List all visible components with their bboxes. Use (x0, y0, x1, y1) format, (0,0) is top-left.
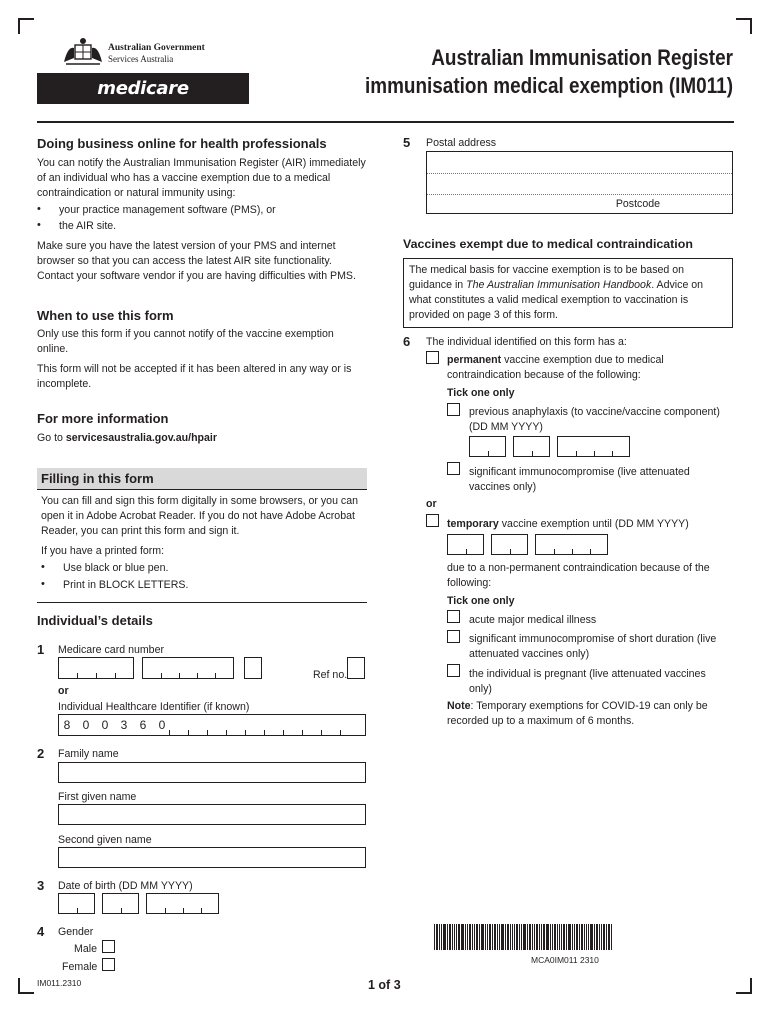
postcode-label: Postcode (615, 198, 660, 210)
barcode-bar (534, 924, 535, 950)
dob-label: Date of birth (DD MM YYYY) (58, 880, 193, 892)
exempt-heading: Vaccines exempt due to medical contraindication (403, 237, 693, 251)
barcode-bar (485, 924, 486, 950)
online-section (37, 136, 367, 284)
crop-mark-bottom-right (736, 978, 752, 994)
barcode-bar (436, 924, 438, 950)
barcode-bar (590, 924, 593, 950)
second-name-input[interactable] (58, 847, 366, 868)
pregnant-label: the individual is pregnant (live attenuated vaccines only) (469, 668, 706, 695)
temporary-year-input[interactable] (535, 534, 608, 555)
barcode-bar (568, 924, 571, 950)
barcode-bar (474, 924, 475, 950)
barcode-bar (443, 924, 446, 950)
online-bullet-2: • the AIR site. (37, 219, 117, 232)
postal-address-input[interactable] (426, 151, 733, 214)
barcode-bar (586, 924, 587, 950)
page-title (251, 44, 733, 100)
barcode-bar (608, 924, 610, 950)
title-line2: immunisation medical exemption (IM011) (365, 73, 733, 98)
ref-no-label: Ref no. (313, 669, 348, 681)
or-label-1: or (58, 685, 69, 697)
barcode-bar (594, 924, 595, 950)
crop-mark-top-right (736, 18, 752, 34)
barcode-bar (532, 924, 533, 950)
pregnant-checkbox[interactable] (447, 664, 460, 677)
page-number: 1 of 3 (368, 978, 401, 992)
barcode-bar (439, 924, 440, 950)
barcode-bar (461, 924, 464, 950)
filling-rule (37, 602, 367, 603)
anaphylaxis-label: previous anaphylaxis (to vaccine/vaccine component) (DD MM YYYY) (469, 406, 720, 433)
ihi-digit-4: 3 (120, 718, 128, 732)
question-2-number: 2 (37, 746, 45, 761)
question-3-number: 3 (37, 878, 45, 893)
short-immuno-label: significant immunocompromise of short duration (live attenuated vaccines only) (469, 633, 717, 660)
more-heading: For more information (37, 411, 169, 426)
barcode-bar (596, 924, 598, 950)
barcode-bar (481, 924, 484, 950)
barcode-bar (527, 924, 528, 950)
barcode-bar (603, 924, 605, 950)
permanent-exemption-label: permanent vaccine exemption due to medical contraindication because of the following: (447, 354, 664, 381)
first-name-input[interactable] (58, 804, 366, 825)
gender-label: Gender (58, 926, 94, 938)
barcode-bar (441, 924, 442, 950)
handbook-title: The Australian Immunisation Handbook (466, 279, 652, 291)
online-note: Make sure you have the latest version of your PMS and internet browser so that you can access the latest AIR site functionality. Contact your software vendor if you are having difficulties with PMS. (37, 240, 356, 282)
coat-of-arms-icon (60, 36, 106, 68)
online-intro: You can notify the Australian Immunisation Register (AIR) immediately of an individual who has a vaccine exemption due to a medical contraindication or natural immunity using: (37, 157, 366, 199)
medicare-wordmark: medicare (97, 78, 189, 99)
government-name (108, 42, 205, 65)
barcode-bar (516, 924, 518, 950)
barcode-bar (492, 924, 493, 950)
tick-one-only-1: Tick one only (447, 387, 515, 399)
crop-mark-top-left (18, 18, 34, 34)
barcode-bar (554, 924, 556, 950)
question-5-number: 5 (403, 135, 411, 150)
ihi-digit-1: 8 (63, 718, 71, 732)
barcode-bar (572, 924, 573, 950)
barcode-bar (581, 924, 583, 950)
barcode-bar (557, 924, 558, 950)
barcode (434, 924, 613, 950)
dob-month-input[interactable] (102, 893, 139, 914)
question-1-number: 1 (37, 642, 45, 657)
barcode-bar (454, 924, 455, 950)
barcode-bar (576, 924, 578, 950)
barcode-bar (559, 924, 560, 950)
second-name-label: Second given name (58, 834, 152, 846)
barcode-bar (536, 924, 538, 950)
barcode-bar (523, 924, 526, 950)
barcode-bar (494, 924, 496, 950)
ihi-digit-5: 6 (139, 718, 147, 732)
ihi-digit-6: 0 (158, 718, 166, 732)
temporary-exemption-checkbox[interactable] (426, 514, 439, 527)
tick-one-only-2: Tick one only (447, 595, 515, 607)
barcode-bar (456, 924, 457, 950)
barcode-bar (458, 924, 460, 950)
barcode-bar (514, 924, 515, 950)
first-name-label: First given name (58, 791, 137, 803)
when-heading: When to use this form (37, 308, 174, 323)
question-6-number: 6 (403, 334, 411, 349)
barcode-bar (539, 924, 540, 950)
barcode-bar (489, 924, 491, 950)
barcode-bar (497, 924, 498, 950)
barcode-bar (512, 924, 513, 950)
ihi-digit-2: 0 (82, 718, 90, 732)
when-p2: This form will not be accepted if it has been altered in any way or is incomplete. (37, 363, 352, 390)
filling-section (37, 468, 367, 593)
filling-bullet-2: • Print in BLOCK LETTERS. (41, 578, 189, 591)
barcode-bar (434, 924, 435, 950)
barcode-bar (452, 924, 453, 950)
more-info-section (37, 411, 367, 446)
barcode-text: MCA0IM011 2310 (531, 955, 599, 965)
gov-line2: Services Australia (108, 54, 174, 64)
family-name-label: Family name (58, 748, 119, 760)
ihi-label: Individual Healthcare Identifier (if known) (58, 701, 250, 713)
barcode-bar (507, 924, 509, 950)
postal-address-label: Postal address (426, 137, 497, 149)
title-line1: Australian Immunisation Register (431, 45, 733, 70)
barcode-bar (521, 924, 522, 950)
filling-bullet-1: • Use black or blue pen. (41, 561, 169, 574)
barcode-bar (550, 924, 551, 950)
family-name-input[interactable] (58, 762, 366, 783)
form-code: IM011.2310 (37, 978, 82, 988)
medicare-card-input-2[interactable] (142, 657, 234, 679)
barcode-bar (487, 924, 488, 950)
dob-year-input[interactable] (146, 893, 219, 914)
barcode-bar (543, 924, 545, 950)
barcode-bar (561, 924, 562, 950)
short-immuno-checkbox[interactable] (447, 630, 460, 643)
non-permanent-label: due to a non-permanent contraindication because of the following: (447, 562, 710, 589)
filling-p2: If you have a printed form: (41, 545, 165, 557)
barcode-bar (601, 924, 602, 950)
barcode-bar (574, 924, 575, 950)
barcode-bar (510, 924, 511, 950)
barcode-bar (469, 924, 471, 950)
barcode-bar (541, 924, 542, 950)
acute-illness-label: acute major medical illness (469, 614, 597, 626)
medicare-logo (37, 73, 249, 104)
barcode-bar (505, 924, 506, 950)
barcode-bar (552, 924, 553, 950)
when-section (37, 308, 367, 392)
barcode-bar (501, 924, 504, 950)
individual-heading: Individual’s details (37, 613, 153, 628)
barcode-bar (499, 924, 500, 950)
gov-line1: Australian Government (108, 43, 205, 53)
medicare-card-input-1[interactable] (58, 657, 134, 679)
ihi-input[interactable] (58, 714, 366, 736)
question-4-number: 4 (37, 924, 45, 939)
temporary-month-input[interactable] (491, 534, 528, 555)
filling-p1: You can fill and sign this form digitally in some browsers, or you can open it in Adobe Acrobat Reader. If you do not have Adobe Acrobat Reader, you can print this form and sign it. (41, 495, 358, 537)
barcode-bar (579, 924, 580, 950)
male-checkbox[interactable] (102, 940, 115, 953)
barcode-bar (449, 924, 451, 950)
acute-illness-checkbox[interactable] (447, 610, 460, 623)
female-checkbox[interactable] (102, 958, 115, 971)
covid-note: Note: Temporary exemptions for COVID-19 can only be recorded up to a maximum of 6 months. (447, 700, 708, 727)
ihi-digit-3: 0 (101, 718, 109, 732)
barcode-bar (479, 924, 480, 950)
barcode-bar (606, 924, 607, 950)
temporary-exemption-label: temporary vaccine exemption until (DD MM YYYY) (447, 518, 689, 530)
barcode-bar (599, 924, 600, 950)
when-p1: Only use this form if you cannot notify of the vaccine exemption online. (37, 328, 334, 355)
online-bullet-1: • your practice management software (PMS), or (37, 203, 276, 216)
anaphylaxis-year-input[interactable] (557, 436, 630, 457)
more-goto: Go to (37, 432, 66, 444)
or-label-2: or (426, 498, 437, 510)
more-info-link[interactable]: servicesaustralia.gov.au/hpair (65, 432, 217, 444)
header-rule (37, 121, 734, 123)
filling-heading: Filling in this form (37, 468, 367, 489)
anaphylaxis-checkbox[interactable] (447, 403, 460, 416)
female-label: Female (62, 961, 98, 973)
online-heading: Doing business online for health professionals (37, 136, 327, 151)
barcode-bar (588, 924, 589, 950)
permanent-exemption-checkbox[interactable] (426, 351, 439, 364)
medicare-card-label: Medicare card number (58, 644, 164, 656)
immunocompromise-label: significant immunocompromise (live attenuated vaccines only) (469, 466, 690, 493)
immunocompromise-checkbox[interactable] (447, 462, 460, 475)
anaphylaxis-month-input[interactable] (513, 436, 550, 457)
anaphylaxis-day-input[interactable] (469, 436, 506, 457)
barcode-bar (566, 924, 567, 950)
question-6-label: The individual identified on this form has a: (426, 336, 627, 348)
barcode-bar (447, 924, 448, 950)
barcode-bar (563, 924, 565, 950)
barcode-bar (529, 924, 531, 950)
dob-day-input[interactable] (58, 893, 95, 914)
barcode-bar (476, 924, 478, 950)
temporary-day-input[interactable] (447, 534, 484, 555)
exempt-guidance-box: The medical basis for vaccine exemption is to be based on guidance in The Australian Immunisation Handbook. Advice on what constitutes a valid medical exemption to vaccination is provided on page 3 of this form. (403, 258, 733, 328)
barcode-bar (472, 924, 473, 950)
barcode-bar (465, 924, 466, 950)
male-label: Male (74, 943, 97, 955)
barcode-bar (584, 924, 585, 950)
crop-mark-bottom-left (18, 978, 34, 994)
barcode-bar (611, 924, 612, 950)
barcode-bar (546, 924, 549, 950)
barcode-bar (519, 924, 520, 950)
ref-no-input[interactable] (347, 657, 365, 679)
barcode-bar (467, 924, 468, 950)
medicare-card-input-3[interactable] (244, 657, 262, 679)
